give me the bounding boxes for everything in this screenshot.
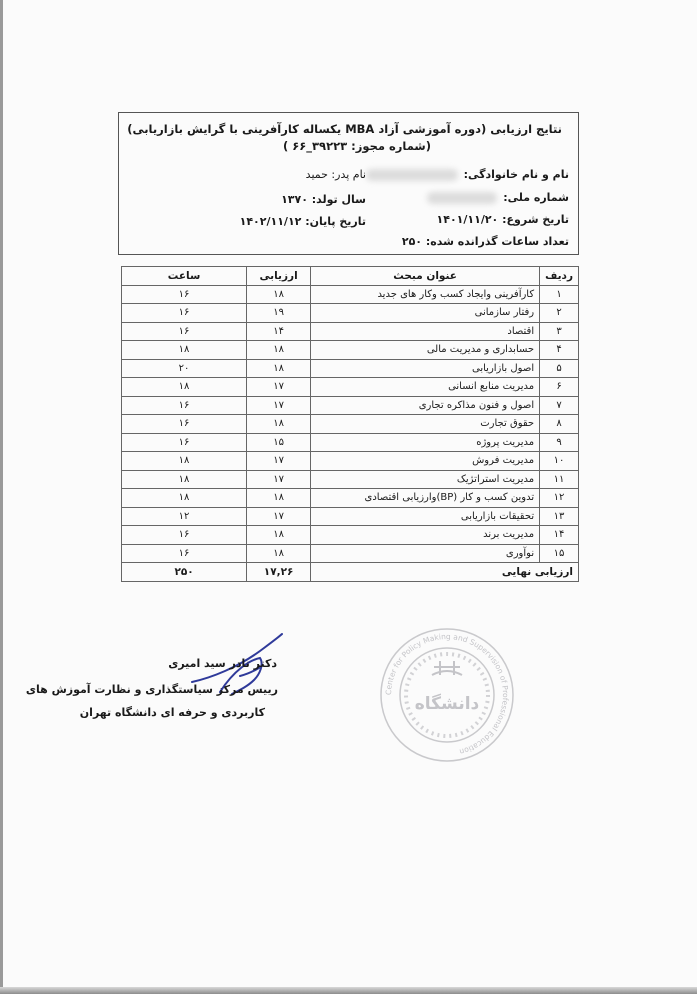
total-score: ۱۷,۲۶ [247,563,311,582]
row-title: مدیریت فروش [311,452,540,471]
table-row [122,507,579,526]
table-row [122,452,579,471]
table-row [122,285,579,304]
signatory-name: دکتر نادر سید امیری [168,657,277,670]
row-hours: ۱۸ [122,470,247,489]
header-hours: ساعت [122,267,247,286]
grades-table [121,266,579,582]
row-hours: ۱۸ [122,341,247,360]
row-number: ۵ [540,359,579,378]
total-row [122,563,579,582]
row-number: ۸ [540,415,579,434]
row-title: مدیریت استراتژیک [311,470,540,489]
row-score: ۱۸ [247,544,311,563]
stamp-ring-text: Center for Policy Making and Supervision of Professional Education [383,631,511,757]
row-number: ۱۳ [540,507,579,526]
scan-edge [0,0,3,994]
row-hours: ۱۶ [122,304,247,323]
row-score: ۱۸ [247,341,311,360]
full-name-field [366,168,569,181]
row-title: کارآفرینی وایجاد کسب وکار های جدید [311,285,540,304]
row-score: ۱۸ [247,285,311,304]
row-hours: ۲۰ [122,359,247,378]
table-row [122,489,579,508]
row-number: ۱۰ [540,452,579,471]
row-hours: ۱۶ [122,396,247,415]
scan-edge-bottom [0,987,697,994]
row-hours: ۱۶ [122,526,247,545]
table-row [122,544,579,563]
table-row [122,378,579,397]
row-hours: ۱۶ [122,322,247,341]
row-title: تدوین کسب و کار (BP)وارزیابی اقتصادی [311,489,540,508]
row-score: ۱۸ [247,359,311,378]
row-hours: ۱۶ [122,285,247,304]
row-title: مدیریت پروژه [311,433,540,452]
row-number: ۲ [540,304,579,323]
row-title: مدیریت برند [311,526,540,545]
row-hours: ۱۸ [122,452,247,471]
row-score: ۱۷ [247,396,311,415]
row-title: اصول بازاریابی [311,359,540,378]
university-emblem-icon [432,661,462,675]
row-hours: ۱۸ [122,378,247,397]
header-title: عنوان مبحث [311,267,540,286]
row-hours: ۱۶ [122,544,247,563]
row-number: ۴ [540,341,579,360]
row-number: ۱۱ [540,470,579,489]
redacted-name [366,169,458,181]
row-score: ۱۷ [247,470,311,489]
table-row [122,470,579,489]
student-info-box [118,112,579,255]
row-title: نوآوری [311,544,540,563]
row-title: رفتار سازمانی [311,304,540,323]
stamp-center-text: دانشگاه [414,694,480,714]
document-title: نتایج ارزیابی (دوره آموزشی آزاد MBA یکساله کارآفرینی با گرایش بازاریابی) [127,122,562,136]
header-row-number: ردیف [540,267,579,286]
row-score: ۱۹ [247,304,311,323]
row-number: ۱۴ [540,526,579,545]
hours-completed: تعداد ساعات گذرانده شده: ۲۵۰ [401,235,569,248]
row-score: ۱۷ [247,378,311,397]
row-title: حقوق تجارت [311,415,540,434]
signatory-position-line1: رییس مرکز سیاستگذاری و نظارت آموزش های [25,683,278,696]
row-title: حسابداری و مدیریت مالی [311,341,540,360]
row-score: ۱۷ [247,507,311,526]
row-number: ۶ [540,378,579,397]
row-number: ۷ [540,396,579,415]
end-date: تاریخ پایان: ۱۴۰۲/۱۱/۱۲ [239,215,366,228]
row-hours: ۱۶ [122,433,247,452]
row-score: ۱۷ [247,452,311,471]
row-score: ۱۸ [247,489,311,508]
table-row [122,396,579,415]
grade-rows [122,285,579,563]
table-row [122,341,579,360]
row-number: ۱۲ [540,489,579,508]
header-score: ارزیابی [247,267,311,286]
birth-year: سال تولد: ۱۳۷۰ [281,193,366,206]
row-number: ۱ [540,285,579,304]
row-hours: ۱۲ [122,507,247,526]
license-number: (شماره مجوز: ۳۹۲۲۳_۶۶ ) [282,139,431,153]
table-row [122,415,579,434]
row-hours: ۱۸ [122,489,247,508]
row-hours: ۱۶ [122,415,247,434]
row-title: اصول و فنون مذاکره تجاری [311,396,540,415]
row-score: ۱۸ [247,526,311,545]
redacted-national-id [427,192,497,204]
row-score: ۱۵ [247,433,311,452]
row-number: ۹ [540,433,579,452]
row-title: مدیریت منابع انسانی [311,378,540,397]
table-row [122,304,579,323]
signatory-position-line2: کاربردی و حرفه ای دانشگاه تهران [79,706,265,719]
table-row [122,359,579,378]
start-date: تاریخ شروع: ۱۴۰۱/۱۱/۲۰ [436,213,569,226]
row-score: ۱۴ [247,322,311,341]
table-row [122,322,579,341]
national-id-field [427,191,569,204]
full-name-label: نام و نام خانوادگی: [463,168,569,181]
total-hours: ۲۵۰ [122,563,247,582]
row-number: ۱۵ [540,544,579,563]
father-name: نام پدر: حمید [305,168,366,181]
row-title: اقتصاد [311,322,540,341]
table-row [122,433,579,452]
national-id-label: شماره ملی: [503,191,569,204]
table-header-row [122,267,579,286]
row-title: تحقیقات بازاریابی [311,507,540,526]
row-number: ۳ [540,322,579,341]
table-row [122,526,579,545]
total-label: ارزیابی نهایی [311,563,579,582]
university-stamp [372,625,522,765]
row-score: ۱۸ [247,415,311,434]
